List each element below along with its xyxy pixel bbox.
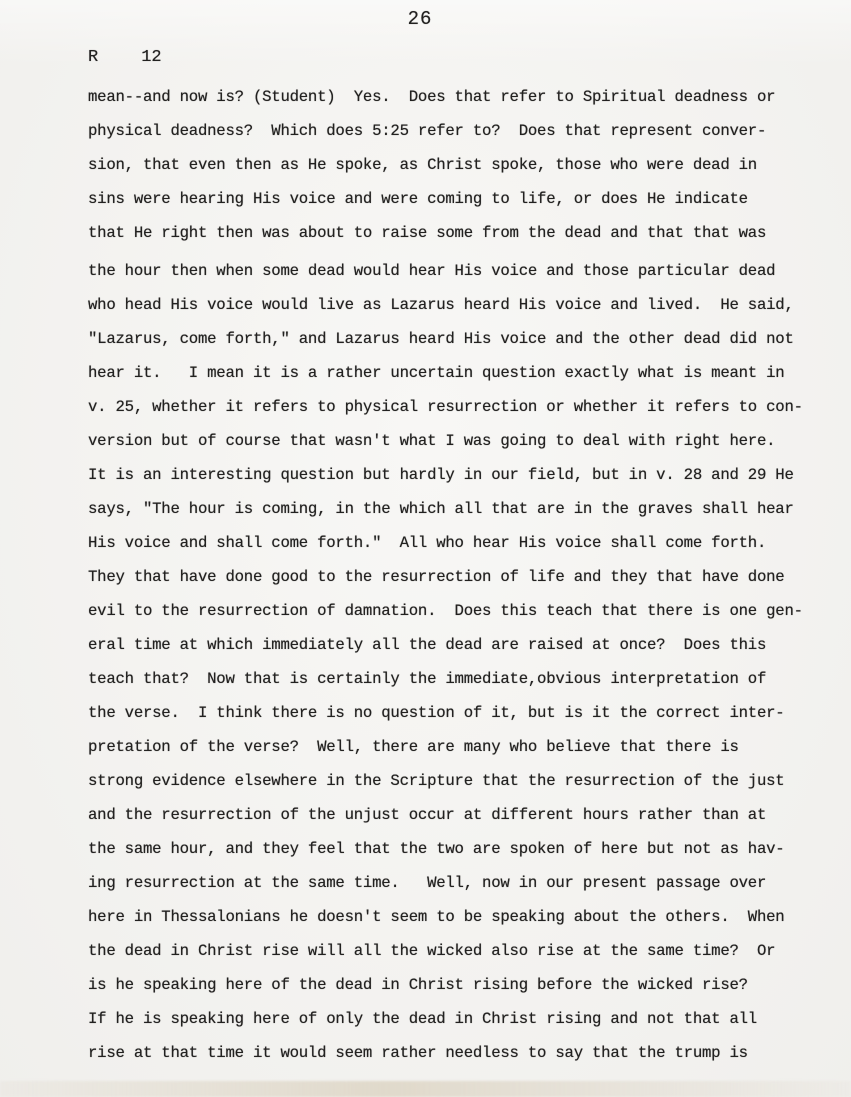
text-line: They that have done good to the resurrection of life and they that have done [88,568,785,586]
text-line: v. 25, whether it refers to physical resurrection or whether it refers to con- [88,398,803,416]
page-number: 26 [407,8,433,30]
text-line: the hour then when some dead would hear His voice and those particular dead [88,262,776,280]
text-line: rise at that time it would seem rather needless to say that the trump is [88,1044,748,1062]
typed-body [88,80,833,1070]
text-line: physical deadness? Which does 5:25 refer to? Does that represent conver- [88,122,767,140]
text-line: says, "The hour is coming, in the which all that are in the graves shall hear [88,500,794,518]
text-line: sion, that even then as He spoke, as Christ spoke, those who were dead in [88,156,757,174]
text-line: here in Thessalonians he doesn't seem to be speaking about the others. When [88,908,785,926]
text-line: eral time at which immediately all the dead are raised at once? Does this [88,636,767,654]
text-line: who head His voice would live as Lazarus heard His voice and lived. He said, [88,296,794,314]
text-line: sins were hearing His voice and were coming to life, or does He indicate [88,190,748,208]
text-line: "Lazarus, come forth," and Lazarus heard His voice and the other dead did not [88,330,794,348]
text-line: is he speaking here of the dead in Christ rising before the wicked rise? [88,976,748,994]
text-line: mean--and now is? (Student) Yes. Does that refer to Spiritual deadness or [88,88,776,106]
text-line: the dead in Christ rise will all the wicked also rise at the same time? Or [88,942,776,960]
text-line: that He right then was about to raise some from the dead and that that was [88,224,767,242]
paper-bottom-shadow [0,1081,851,1097]
text-line: the same hour, and they feel that the two are spoken of here but not as hav- [88,840,785,858]
text-line: evil to the resurrection of damnation. Does this teach that there is one gen- [88,602,803,620]
reference-number: 12 [141,48,162,67]
text-line: pretation of the verse? Well, there are many who believe that there is [88,738,739,756]
text-line: and the resurrection of the unjust occur at different hours rather than at [88,806,767,824]
text-line: strong evidence elsewhere in the Scripture that the resurrection of the just [88,772,785,790]
text-line: teach that? Now that is certainly the immediate,obvious interpretation of [88,670,767,688]
text-line: ing resurrection at the same time. Well, now in our present passage over [88,874,767,892]
text-line: the verse. I think there is no question of it, but is it the correct inter- [88,704,785,722]
text-line: His voice and shall come forth." All who hear His voice shall come forth. [88,534,767,552]
text-line: version but of course that wasn't what I was going to deal with right here. [88,432,776,450]
text-line: hear it. I mean it is a rather uncertain question exactly what is meant in [88,364,785,382]
reference-letter: R [88,48,99,67]
text-line: If he is speaking here of only the dead in Christ rising and not that all [88,1010,757,1028]
text-line: It is an interesting question but hardly in our field, but in v. 28 and 29 He [88,466,794,484]
reference-label [88,48,162,67]
